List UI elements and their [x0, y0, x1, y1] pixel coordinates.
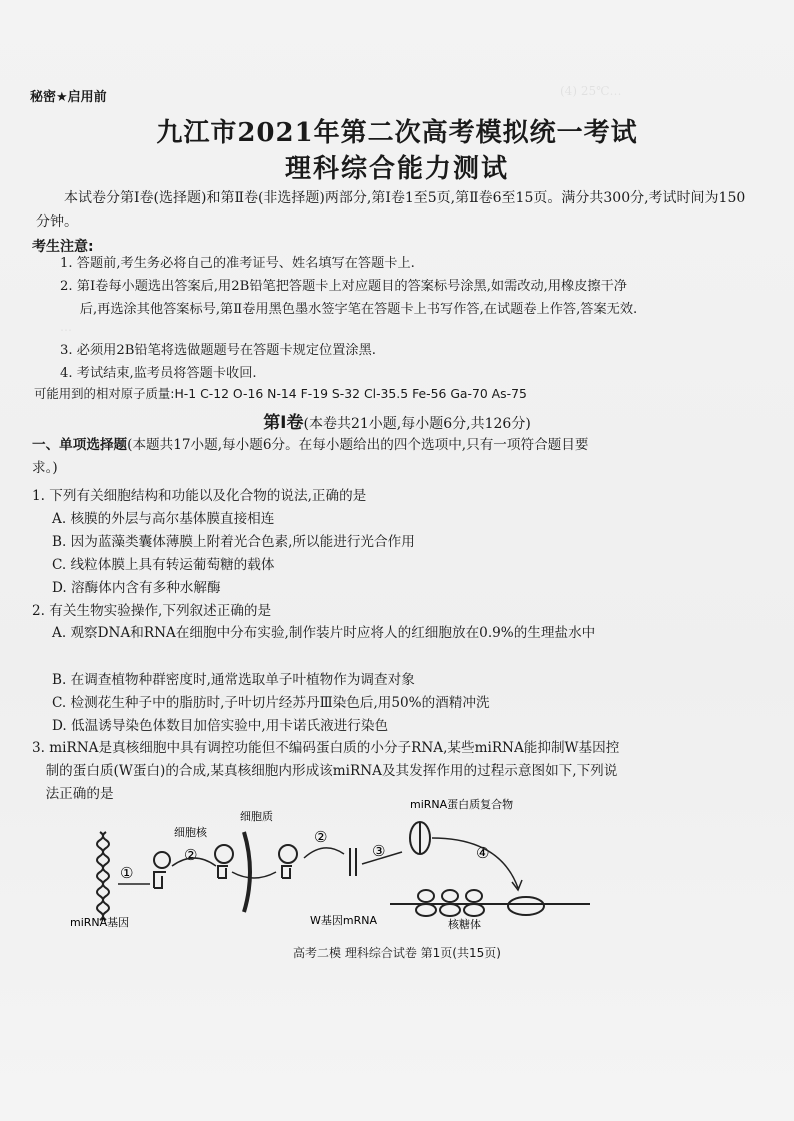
step-3-label: ③: [372, 842, 386, 860]
exam-subtitle: 理科综合能力测试: [284, 154, 509, 184]
atomic-masses: 可能用到的相对原子质量:H-1 C-12 O-16 N-14 F-19 S-32 Cl-35.5 Fe-56 Ga-70 As-75: [34, 386, 527, 401]
question-stem: 3. miRNA是真核细胞中具有调控功能但不编码蛋白质的小分子RNA,某些miRNA能抑制W基因控制的蛋白质(W蛋白)的合成,某真核细胞内形成该miRNA及其发挥作用的过程示意图如下,下列说法正确的是: [32, 740, 620, 802]
mirna-gene-label: miRNA基因: [70, 916, 130, 929]
step-4-label: ④: [476, 844, 490, 862]
answer-option: A. 观察DNA和RNA在细胞中分布实验,制作装片时应将人的红细胞放在0.9%的生理盐水中: [52, 625, 596, 641]
mirna-protein-complex-icon: [410, 822, 430, 854]
bleed-through-text: (4) 25℃…: [560, 84, 622, 98]
question-stem: 1. 下列有关细胞结构和功能以及化合物的说法,正确的是: [32, 488, 367, 504]
notice-item: 4. 考试结束,监考员将答题卡收回.: [60, 366, 257, 381]
cytoplasm-label: 细胞质: [240, 810, 273, 823]
answer-option: B. 因为蓝藻类囊体薄膜上附着光合色素,所以能进行光合作用: [52, 534, 415, 550]
confidential-mark: 秘密★启用前: [30, 90, 107, 105]
question-stem: 2. 有关生物实验操作,下列叙述正确的是: [32, 603, 272, 619]
step-1-label: ①: [120, 864, 134, 882]
answer-option: B. 在调查植物种群密度时,通常选取单子叶植物作为调查对象: [52, 672, 415, 688]
mirna-gene-icon: [97, 832, 109, 920]
exam-title: 九江市2021年第二次高考模拟统一考试: [156, 118, 638, 148]
arrow-export: [232, 872, 276, 878]
answer-option: A. 核膜的外层与高尔基体膜直接相连: [52, 511, 275, 527]
step-2b-label: ②: [314, 828, 328, 846]
mirna-duplex-icon: [350, 848, 356, 876]
notice-heading: 考生注意:: [32, 239, 94, 255]
exam-intro: 本试卷分第Ⅰ卷(选择题)和第Ⅱ卷(非选择题)两部分,第Ⅰ卷1至5页,第Ⅱ卷6至15页。满分共300分,考试时间为150分钟。: [36, 190, 746, 230]
answer-option: D. 溶酶体内含有多种水解酶: [52, 580, 221, 596]
answer-option: C. 检测花生种子中的脂肪时,子叶切片经苏丹Ⅲ染色后,用50%的酒精冲洗: [52, 695, 490, 711]
arrow-5: [432, 838, 518, 888]
page-footer: 高考二模 理科综合试卷 第1页(共15页): [293, 946, 501, 960]
part-title: 第Ⅰ卷: [263, 413, 304, 433]
nucleus-label: 细胞核: [174, 826, 207, 839]
pre-mirna-icon: [215, 845, 233, 878]
section-title: 一、单项选择题: [32, 437, 128, 453]
cytoplasmic-pre-mirna-icon: [279, 845, 297, 878]
section-desc: (本题共17小题,每小题6分。在每小题给出的四个选项中,只有一项符合题目要求。): [32, 437, 589, 476]
answer-option: C. 线粒体膜上具有转运葡萄糖的载体: [52, 557, 275, 573]
arrow-3: [304, 848, 344, 858]
ribosome-label: 核糖体: [448, 918, 481, 931]
step-2-label: ②: [184, 846, 198, 864]
answer-option: D. 低温诱导染色体数目加倍实验中,用卡诺氏液进行染色: [52, 718, 389, 734]
part-heading: [0, 408, 794, 433]
w-mrna-label: W基因mRNA: [310, 914, 377, 927]
pri-mirna-icon: [154, 852, 170, 888]
mirna-diagram: [70, 792, 630, 932]
notice-item: 1. 答题前,考生务必将自己的准考证号、姓名填写在答题卡上.: [60, 256, 415, 271]
nuclear-membrane: [244, 832, 250, 912]
part-subtitle: (本卷共21小题,每小题6分,共126分): [303, 416, 531, 432]
bound-complex-icon: [508, 897, 544, 915]
notice-item: 2. 第Ⅰ卷每小题选出答案后,用2B铅笔把答题卡上对应题目的答案标号涂黑,如需改动,用橡皮擦干净后,再选涂其他答案标号,第Ⅱ卷用黑色墨水签字笔在答题卡上书写作答,在试题卷上作答,答案无效.: [60, 279, 638, 317]
bleed-through-text: …: [60, 320, 72, 334]
section-heading: [32, 434, 612, 480]
complex-label: miRNA蛋白质复合物: [410, 798, 514, 811]
notice-item: 3. 必须用2B铅笔将选做题题号在答题卡规定位置涂黑.: [60, 343, 376, 358]
